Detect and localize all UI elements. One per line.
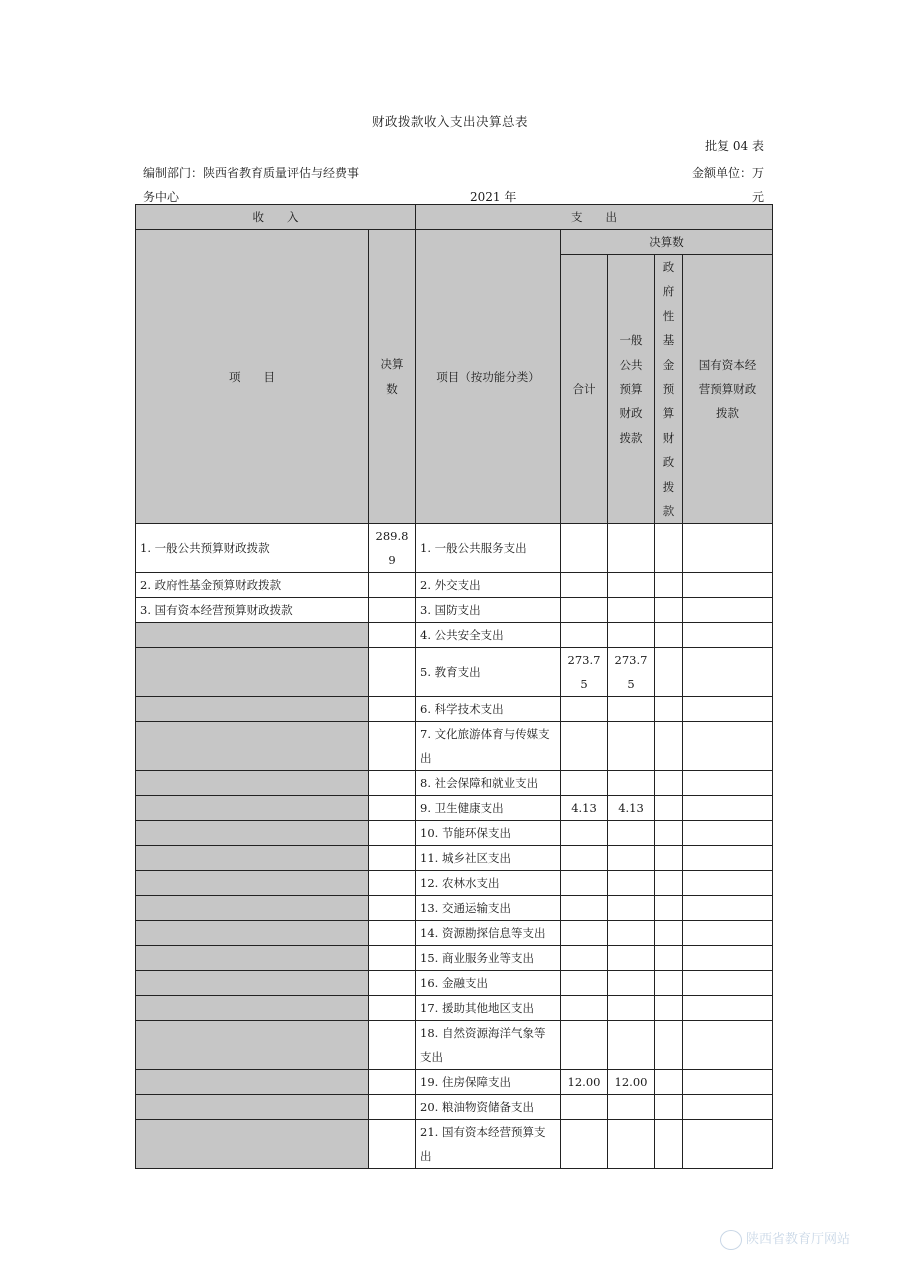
expense-total xyxy=(561,1120,608,1169)
table-row xyxy=(136,697,773,722)
seal-icon xyxy=(720,1230,742,1250)
expense-general-budget xyxy=(608,896,655,921)
income-amount xyxy=(369,846,416,871)
expense-item: 19. 住房保障支出 xyxy=(416,1070,561,1095)
col-header-item-func: 项目（按功能分类） xyxy=(416,230,561,524)
expense-item: 16. 金融支出 xyxy=(416,971,561,996)
income-item xyxy=(136,1120,369,1169)
fiscal-appropriation-table xyxy=(135,204,773,1169)
expense-item: 18. 自然资源海洋气象等支出 xyxy=(416,1021,561,1070)
expense-total xyxy=(561,921,608,946)
expense-gov-fund xyxy=(655,996,683,1021)
expense-general-budget xyxy=(608,1095,655,1120)
table-row xyxy=(136,796,773,821)
expense-total: 273.75 xyxy=(561,648,608,697)
table-row xyxy=(136,1070,773,1095)
expense-general-budget xyxy=(608,871,655,896)
table-row xyxy=(136,1021,773,1070)
expense-total: 4.13 xyxy=(561,796,608,821)
expense-item: 20. 粮油物资储备支出 xyxy=(416,1095,561,1120)
col-header-line: 金 xyxy=(662,357,675,372)
income-item xyxy=(136,697,369,722)
expense-item: 12. 农林水支出 xyxy=(416,871,561,896)
income-amount xyxy=(369,1070,416,1095)
expense-total xyxy=(561,697,608,722)
col-header-line: 性 xyxy=(662,308,675,323)
expense-general-budget: 12.00 xyxy=(608,1070,655,1095)
expense-total xyxy=(561,1021,608,1070)
income-amount xyxy=(369,971,416,996)
income-item xyxy=(136,648,369,697)
expense-gov-fund xyxy=(655,796,683,821)
col-header-total: 合计 xyxy=(561,255,608,524)
expense-total xyxy=(561,896,608,921)
expense-gov-fund xyxy=(655,821,683,846)
site-watermark xyxy=(720,1228,890,1258)
income-amount xyxy=(369,1021,416,1070)
report-year: 2021 年 xyxy=(470,190,517,204)
expense-gov-fund xyxy=(655,846,683,871)
income-amount xyxy=(369,821,416,846)
expense-state-capital xyxy=(683,722,773,771)
table-row xyxy=(136,846,773,871)
expense-total xyxy=(561,598,608,623)
amount-unit-cont: 元 xyxy=(751,190,764,204)
expense-state-capital xyxy=(683,1120,773,1169)
col-header-line: 营预算财政 xyxy=(698,382,757,397)
expense-general-budget xyxy=(608,524,655,573)
expense-total xyxy=(561,771,608,796)
expense-gov-fund xyxy=(655,1095,683,1120)
table-row xyxy=(136,598,773,623)
expense-general-budget xyxy=(608,623,655,648)
expense-item: 3. 国防支出 xyxy=(416,598,561,623)
col-header-line: 政 xyxy=(662,455,675,470)
expense-state-capital xyxy=(683,598,773,623)
expense-state-capital xyxy=(683,921,773,946)
income-amount xyxy=(369,771,416,796)
expense-gov-fund xyxy=(655,524,683,573)
expense-item: 4. 公共安全支出 xyxy=(416,623,561,648)
expense-total xyxy=(561,946,608,971)
expense-gov-fund xyxy=(655,946,683,971)
compiling-department xyxy=(143,161,359,209)
expense-general-budget xyxy=(608,1120,655,1169)
table-row xyxy=(136,524,773,573)
col-header-line: 公共 xyxy=(619,357,643,372)
table-row xyxy=(136,996,773,1021)
expense-general-budget xyxy=(608,598,655,623)
table-row xyxy=(136,971,773,996)
expense-item: 14. 资源勘探信息等支出 xyxy=(416,921,561,946)
income-item xyxy=(136,921,369,946)
expense-general-budget: 4.13 xyxy=(608,796,655,821)
expense-gov-fund xyxy=(655,771,683,796)
income-item xyxy=(136,771,369,796)
income-item xyxy=(136,1070,369,1095)
expense-state-capital xyxy=(683,971,773,996)
expense-general-budget xyxy=(608,946,655,971)
table-row xyxy=(136,623,773,648)
table-row xyxy=(136,1095,773,1120)
income-item xyxy=(136,971,369,996)
income-item xyxy=(136,1095,369,1120)
col-header-line: 基 xyxy=(662,333,675,348)
income-amount xyxy=(369,946,416,971)
col-header-line: 款 xyxy=(662,504,675,519)
col-header-line: 国有资本经 xyxy=(698,357,757,372)
expense-item: 8. 社会保障和就业支出 xyxy=(416,771,561,796)
expense-gov-fund xyxy=(655,623,683,648)
income-header: 收 入 xyxy=(136,205,416,230)
col-header-gov-fund xyxy=(655,255,683,524)
col-header-line: 府 xyxy=(662,284,675,299)
expense-item: 5. 教育支出 xyxy=(416,648,561,697)
expense-state-capital xyxy=(683,846,773,871)
table-row xyxy=(136,871,773,896)
expense-state-capital xyxy=(683,821,773,846)
col-header-line: 拨 xyxy=(662,479,675,494)
expense-total xyxy=(561,1095,608,1120)
expense-state-capital xyxy=(683,697,773,722)
expense-gov-fund xyxy=(655,1021,683,1070)
expense-total: 12.00 xyxy=(561,1070,608,1095)
income-item xyxy=(136,946,369,971)
expense-gov-fund xyxy=(655,1120,683,1169)
income-item xyxy=(136,996,369,1021)
col-header-amount-line: 数 xyxy=(386,381,398,396)
expense-general-budget: 273.75 xyxy=(608,648,655,697)
expense-gov-fund xyxy=(655,722,683,771)
expense-general-budget xyxy=(608,971,655,996)
col-header-item: 项 目 xyxy=(136,230,369,524)
expense-gov-fund xyxy=(655,871,683,896)
expense-state-capital xyxy=(683,524,773,573)
income-amount xyxy=(369,796,416,821)
income-item xyxy=(136,1021,369,1070)
col-header-state-capital xyxy=(683,255,773,524)
watermark-text: 陕西省教育厅网站 xyxy=(746,1232,851,1247)
expense-gov-fund xyxy=(655,1070,683,1095)
col-header-amount xyxy=(369,230,416,524)
expense-state-capital xyxy=(683,573,773,598)
expense-general-budget xyxy=(608,1021,655,1070)
expense-item: 10. 节能环保支出 xyxy=(416,821,561,846)
expense-state-capital xyxy=(683,796,773,821)
expense-general-budget xyxy=(608,921,655,946)
final-amount-header: 决算数 xyxy=(561,230,773,255)
expense-general-budget xyxy=(608,821,655,846)
col-header-line: 拨款 xyxy=(619,430,643,445)
expense-gov-fund xyxy=(655,921,683,946)
expense-state-capital xyxy=(683,871,773,896)
expense-total xyxy=(561,722,608,771)
income-amount xyxy=(369,722,416,771)
expense-total xyxy=(561,524,608,573)
col-header-line: 政 xyxy=(662,260,675,274)
expense-state-capital xyxy=(683,1095,773,1120)
expense-total xyxy=(561,846,608,871)
income-amount xyxy=(369,996,416,1021)
expense-state-capital xyxy=(683,896,773,921)
form-number: 批复 04 表 xyxy=(705,139,764,153)
income-item xyxy=(136,896,369,921)
income-item xyxy=(136,846,369,871)
expense-gov-fund xyxy=(655,971,683,996)
expense-header: 支 出 xyxy=(416,205,773,230)
compiling-department-line1: 编制部门：陕西省教育质量评估与经费事 xyxy=(143,166,360,180)
income-item: 3. 国有资本经营预算财政拨款 xyxy=(136,598,369,623)
expense-state-capital xyxy=(683,771,773,796)
expense-total xyxy=(561,871,608,896)
income-item: 1. 一般公共预算财政拨款 xyxy=(136,524,369,573)
income-amount: 289.89 xyxy=(369,524,416,573)
income-amount xyxy=(369,1120,416,1169)
expense-item: 7. 文化旅游体育与传媒支出 xyxy=(416,722,561,771)
expense-total xyxy=(561,971,608,996)
expense-total xyxy=(561,573,608,598)
income-item: 2. 政府性基金预算财政拨款 xyxy=(136,573,369,598)
expense-item: 13. 交通运输支出 xyxy=(416,896,561,921)
expense-gov-fund xyxy=(655,896,683,921)
income-amount xyxy=(369,896,416,921)
income-amount xyxy=(369,921,416,946)
income-amount xyxy=(369,573,416,598)
expense-general-budget xyxy=(608,722,655,771)
expense-gov-fund xyxy=(655,598,683,623)
amount-unit: 金额单位：万 xyxy=(691,166,764,180)
table-row xyxy=(136,946,773,971)
income-item xyxy=(136,796,369,821)
expense-state-capital xyxy=(683,996,773,1021)
col-header-line: 预 xyxy=(662,382,675,397)
table-row xyxy=(136,648,773,697)
expense-general-budget xyxy=(608,697,655,722)
table-row xyxy=(136,921,773,946)
income-amount xyxy=(369,648,416,697)
col-header-amount-line: 决算 xyxy=(380,357,404,372)
expense-gov-fund xyxy=(655,573,683,598)
income-item xyxy=(136,821,369,846)
table-row xyxy=(136,821,773,846)
expense-state-capital xyxy=(683,1070,773,1095)
col-header-line: 预算 xyxy=(619,382,643,397)
col-header-line: 财政 xyxy=(619,406,643,421)
expense-item: 17. 援助其他地区支出 xyxy=(416,996,561,1021)
expense-total xyxy=(561,623,608,648)
expense-general-budget xyxy=(608,846,655,871)
income-amount xyxy=(369,1095,416,1120)
col-header-line: 财 xyxy=(662,430,675,445)
expense-item: 6. 科学技术支出 xyxy=(416,697,561,722)
expense-gov-fund xyxy=(655,648,683,697)
income-amount xyxy=(369,871,416,896)
expense-state-capital xyxy=(683,623,773,648)
table-row xyxy=(136,573,773,598)
income-item xyxy=(136,871,369,896)
expense-item: 9. 卫生健康支出 xyxy=(416,796,561,821)
col-header-line: 算 xyxy=(662,406,675,421)
table-title: 财政拨款收入支出决算总表 xyxy=(371,114,528,129)
income-item xyxy=(136,722,369,771)
income-amount xyxy=(369,598,416,623)
col-header-line: 一般 xyxy=(619,333,643,348)
table-row xyxy=(136,896,773,921)
table-row xyxy=(136,771,773,796)
col-header-line: 拨款 xyxy=(716,406,739,421)
expense-general-budget xyxy=(608,771,655,796)
expense-item: 1. 一般公共服务支出 xyxy=(416,524,561,573)
income-item xyxy=(136,623,369,648)
expense-state-capital xyxy=(683,946,773,971)
income-amount xyxy=(369,697,416,722)
col-header-general-budget xyxy=(608,255,655,524)
expense-state-capital xyxy=(683,648,773,697)
expense-gov-fund xyxy=(655,697,683,722)
expense-item: 21. 国有资本经营预算支出 xyxy=(416,1120,561,1169)
table-row xyxy=(136,722,773,771)
expense-total xyxy=(561,821,608,846)
expense-item: 15. 商业服务业等支出 xyxy=(416,946,561,971)
income-amount xyxy=(369,623,416,648)
compiling-department-line2: 务中心 xyxy=(143,190,180,204)
table-row xyxy=(136,1120,773,1169)
expense-total xyxy=(561,996,608,1021)
expense-general-budget xyxy=(608,573,655,598)
expense-item: 2. 外交支出 xyxy=(416,573,561,598)
expense-item: 11. 城乡社区支出 xyxy=(416,846,561,871)
expense-state-capital xyxy=(683,1021,773,1070)
expense-general-budget xyxy=(608,996,655,1021)
